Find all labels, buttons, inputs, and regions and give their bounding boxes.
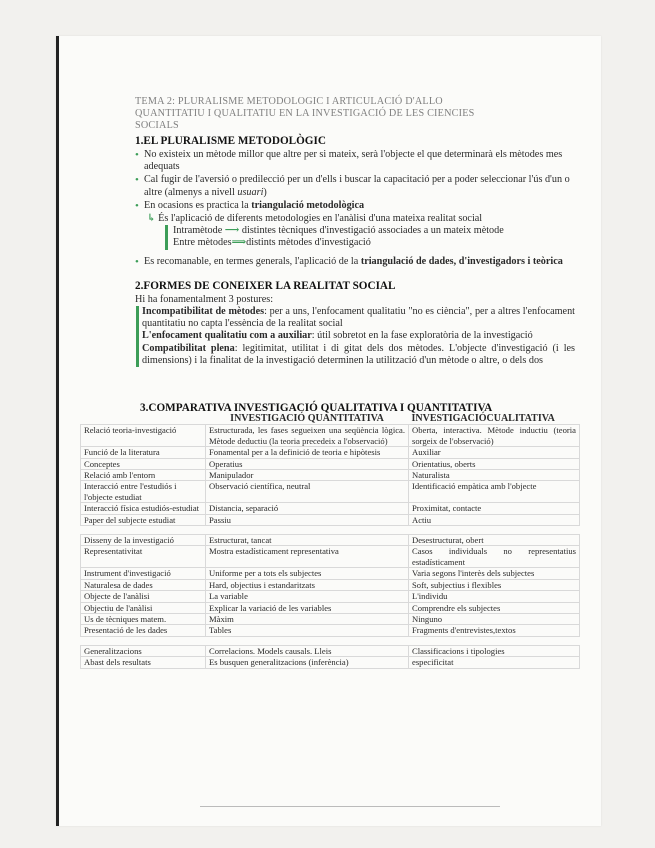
table-row	[81, 568, 580, 579]
table-row	[81, 470, 580, 481]
text-bold: L'enfocament qualitatiu com a auxiliar	[142, 330, 312, 342]
triangulation-definition	[135, 213, 575, 225]
arrow-icon: ↳	[147, 213, 156, 225]
table-row	[81, 602, 580, 613]
row-label: Naturalesa de dades	[81, 579, 206, 590]
row-label: Funció de la literatura	[81, 447, 206, 458]
row-label: Disseny de la investigació	[81, 535, 206, 546]
cell-qual: L'individu	[409, 591, 580, 602]
cell-qual: Naturalista	[409, 470, 580, 481]
document-title	[135, 96, 575, 132]
cell-quant: Estructurat, tancat	[206, 535, 409, 546]
posture-item	[142, 330, 575, 342]
triangulation-types	[135, 225, 575, 249]
header-quant: INVESTIGACIÓ QUANTITATIVA	[230, 413, 384, 424]
table-row	[81, 514, 580, 525]
row-label: Presentació de les dades	[81, 625, 206, 636]
row-label: Interacció entre l'estudiós i l'objecte estudiat	[81, 481, 206, 503]
table-row	[81, 613, 580, 624]
table-row	[81, 535, 580, 546]
table-group-2	[81, 535, 580, 637]
cell-quant: Explicar la variació de les variables	[206, 602, 409, 613]
entre-label: Entre mètodes	[173, 237, 232, 249]
entre-row	[173, 237, 575, 249]
text-run: En ocasions es practica la	[144, 199, 252, 211]
table-row	[81, 657, 580, 668]
text-run: Cal fugir de l'aversió o predilecció per un d'ells i buscar la capacitació per a poder seleccionar l'ús d'un o altre (almenys a nivell	[144, 174, 570, 198]
cell-qual: Auxiliar	[409, 447, 580, 458]
row-label: Abast dels resultats	[81, 657, 206, 668]
title-line: SOCIALS	[135, 120, 179, 131]
row-label: Objecte de l'anàlisi	[81, 591, 206, 602]
table-header-row	[81, 414, 580, 425]
postures-list	[136, 306, 575, 367]
table-row	[81, 546, 580, 568]
row-label: Paper del subjecte estudiat	[81, 514, 206, 525]
bullet-item	[135, 174, 575, 198]
text-bold: Compatibilitat plena	[142, 342, 235, 354]
row-label: Interacció física estudiós-estudiat	[81, 503, 206, 514]
row-label: Relació teoria-investigació	[81, 425, 206, 447]
table-row	[81, 425, 580, 447]
header-empty	[81, 414, 206, 425]
page-edge-shadow	[56, 36, 59, 826]
intra-text: distintes tècniques d'investigació associades a un mateix mètode	[241, 225, 504, 237]
title-line: QUANTITATIU I QUALITATIU EN LA INVESTIGACIÓ DE LES CIENCIES	[135, 108, 475, 119]
intra-row	[173, 225, 575, 237]
table-row	[81, 481, 580, 503]
cell-quant: Operatius	[206, 458, 409, 469]
section2-intro: Hi ha fonamentalment 3 postures:	[135, 293, 274, 305]
entre-text: distints mètodes d'investigació	[246, 237, 371, 249]
table-row	[81, 645, 580, 656]
cell-quant: Màxim	[206, 613, 409, 624]
section1-heading: 1.EL PLURALISME METODOLÒGIC	[135, 135, 326, 147]
text-run: : legitimitat, utilitat i di gitat dels dos mètodes. L'objecte d'investigació (i les dimensions) i la finalitat de la investigació determinen la utilització d'un mètode o altre, o dels dos	[142, 342, 576, 366]
section1-bullets-extra	[135, 256, 575, 268]
text-bold: triangulació metodològica	[251, 199, 365, 211]
table-row	[81, 579, 580, 590]
section3-heading: 3.COMPARATIVA INVESTIGACIÓ QUALITATIVA I QUANTITATIVA	[140, 402, 493, 414]
row-label: Objectiu de l'anàlisi	[81, 602, 206, 613]
table-row	[81, 458, 580, 469]
table-spacer	[81, 526, 580, 535]
text-bold: triangulació de dades, d'investigadors i teòrica	[360, 255, 563, 267]
cell-quant: Hard, objectius i estandaritzats	[206, 579, 409, 590]
cell-quant: Manipulador	[206, 470, 409, 481]
bullet-item	[135, 256, 575, 268]
table-row	[81, 625, 580, 636]
cell-quant: Correlacions. Models causals. Lleis	[206, 645, 409, 656]
cell-quant: Estructurada, les fases segueixen una seqüència lògica. Mètode deductiu (la teoria precedeix a l'observació)	[206, 425, 409, 447]
table-group-3	[81, 645, 580, 668]
cell-qual: Orientatius, oberts	[409, 458, 580, 469]
section1-bullets	[135, 149, 575, 212]
header-qual: INVESTIGACIÓCUALITATIVA	[411, 413, 555, 424]
document-content	[135, 96, 575, 367]
text-run: )	[263, 186, 267, 198]
cell-qual: Oberta, interactiva. Mètode inductiu (teoria sorgeix de l'observació)	[409, 425, 580, 447]
table-spacer	[81, 636, 580, 645]
bottom-rule	[200, 806, 500, 807]
cell-quant: Passiu	[206, 514, 409, 525]
cell-qual: Fragments d'entrevistes,textos	[409, 625, 580, 636]
cell-quant: Mostra estadísticament representativa	[206, 546, 409, 568]
cell-quant: Distancia, separació	[206, 503, 409, 514]
cell-qual: Desestructurat, obert	[409, 535, 580, 546]
cell-quant: Observació científica, neutral	[206, 481, 409, 503]
posture-item	[142, 306, 575, 330]
text-run: És l'aplicació de diferents metodologies en l'anàlisi d'una mateixa realitat social	[158, 213, 483, 225]
posture-item	[142, 343, 575, 367]
cell-qual: Actiu	[409, 514, 580, 525]
right-arrow-icon: ⟹	[231, 237, 247, 249]
text-bold: Incompatibilitat de mètodes	[142, 306, 265, 318]
triangulation-types-bracket	[165, 225, 575, 249]
title-line: TEMA 2: PLURALISME METODOLOGIC I ARTICULACIÓ D'ALLO	[135, 96, 443, 107]
right-arrow-icon: ⟶	[224, 225, 240, 237]
row-label: Instrument d'investigació	[81, 568, 206, 579]
cell-qual: especificitat	[409, 657, 580, 668]
text-run: : útil sobretot en la fase exploratòria de la investigació	[311, 330, 533, 342]
cell-quant: La variable	[206, 591, 409, 602]
row-label: Conceptes	[81, 458, 206, 469]
table-row	[81, 447, 580, 458]
cell-qual: Ninguno	[409, 613, 580, 624]
cell-quant: Tables	[206, 625, 409, 636]
row-label: Relació amb l'entorn	[81, 470, 206, 481]
cell-qual: Comprendre els subjectes	[409, 602, 580, 613]
table-group-1	[81, 425, 580, 526]
row-label: Us de tècniques matem.	[81, 613, 206, 624]
cell-qual: Proximitat, contacte	[409, 503, 580, 514]
cell-qual: Identificació empàtica amb l'objecte	[409, 481, 580, 503]
text-run: Es recomanable, en termes generals, l'aplicació de la	[144, 255, 361, 267]
intra-label: Intramètode	[173, 225, 223, 237]
table-row	[81, 503, 580, 514]
cell-quant: Uniforme per a tots els subjectes	[206, 568, 409, 579]
bullet-item: • No existeix un mètode millor que altre per si mateix, serà l'objecte el que determinarà els mètodes mes adequats	[135, 149, 575, 173]
text-run: : per a uns, l'enfocament qualitatiu "no es ciència", per a altres l'enfocament quantitatiu no capta l'essència de la realitat social	[142, 306, 575, 330]
cell-qual: Casos individuals no representatius estadísticament	[409, 546, 580, 568]
section2-heading: 2.FORMES DE CONEIXER LA REALITAT SOCIAL	[135, 279, 396, 292]
bullet-item	[135, 200, 575, 212]
cell-qual: Soft, subjectius i flexibles	[409, 579, 580, 590]
row-label: Representativitat	[81, 546, 206, 568]
cell-quant: Es busquen generalitzacions (inferència)	[206, 657, 409, 668]
table-row	[81, 591, 580, 602]
text-emphasis: usuari	[237, 186, 264, 198]
cell-quant: Fonamental per a la definició de teoria e hipòtesis	[206, 447, 409, 458]
cell-qual: Varia segons l'interès dels subjectes	[409, 568, 580, 579]
cell-qual: Classificacions i tipologies	[409, 645, 580, 656]
row-label: Generalitzacions	[81, 645, 206, 656]
comparison-table	[80, 414, 580, 669]
